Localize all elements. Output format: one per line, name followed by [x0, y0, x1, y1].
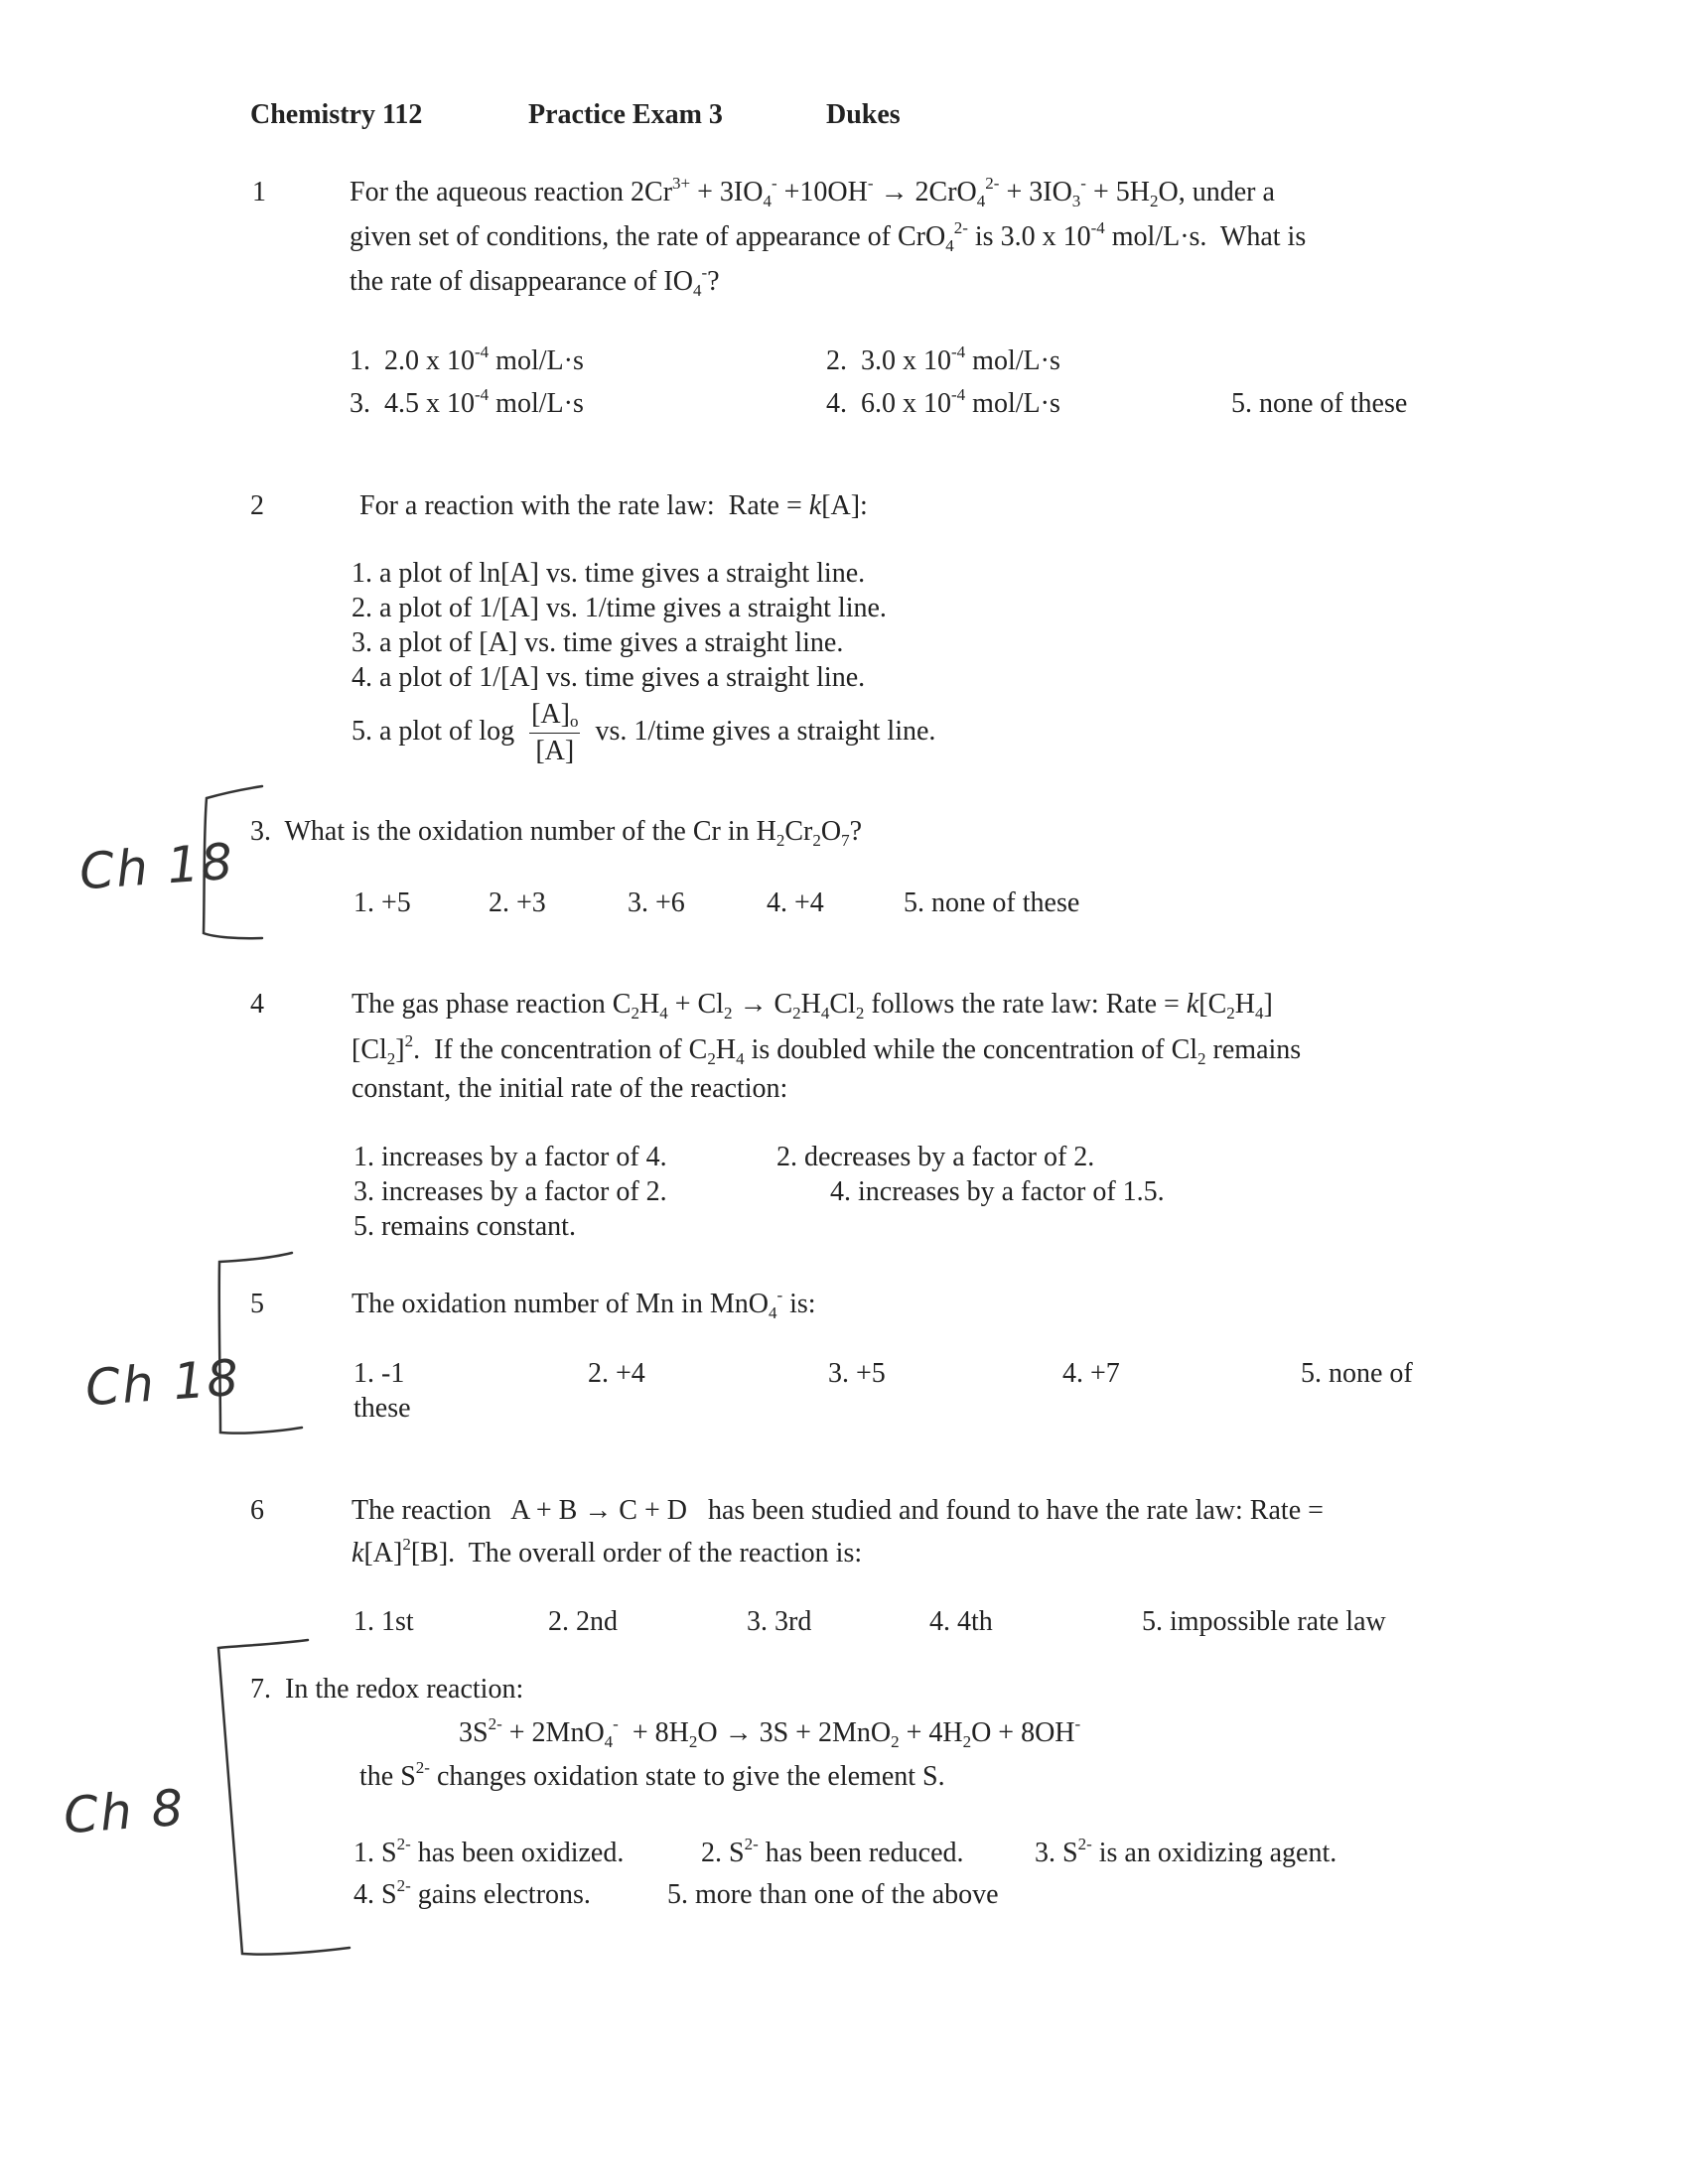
question-5-choice-4: 4. +7	[1062, 1358, 1120, 1389]
question-5-stem: The oxidation number of Mn in MnO$_4$- is:	[352, 1286, 816, 1322]
question-7-choice-2: 2. $S^{2-}$ has been reduced.	[701, 1835, 964, 1868]
question-7-equation: $3S^{2-} + 2MnO_4^- + 8H_2O \to 3S + 2MnO_2 + 4H_2O + 8OH^-$	[459, 1714, 1081, 1751]
question-2-choice-1: 1. a plot of ln[A] vs. time gives a straight line.	[352, 558, 866, 589]
margin-note-ch8: Ch 8	[62, 1778, 188, 1845]
question-1-choice-5: 5. none of these	[1231, 388, 1408, 419]
question-1-choice-1: 1. 2.0 x $10^{-4}$ mol/L·s	[350, 342, 584, 376]
question-4-choice-5: 5. remains constant.	[353, 1211, 576, 1242]
question-6-choice-3: 3. 3rd	[747, 1606, 812, 1637]
instructor-name: Dukes	[826, 99, 901, 130]
question-4-stem-line-1: The gas phase reaction $C_2H_4 + Cl_2 \to C_2H_4Cl_2$ follows the rate law: Rate = $k[C_2H_4]$	[352, 989, 1273, 1023]
question-4-choice-2: 2. decreases by a factor of 2.	[776, 1142, 1095, 1172]
question-6-choice-4: 4. 4th	[929, 1606, 993, 1637]
question-6-stem-line-1: The reaction A + B → C + D has been studied and found to have the rate law: Rate =	[352, 1495, 1324, 1526]
question-4-choice-3: 3. increases by a factor of 2.	[353, 1176, 667, 1207]
question-3-choice-4: 4. +4	[767, 887, 824, 918]
question-3-choice-1: 1. +5	[353, 887, 411, 918]
question-1-choice-2: 2. 3.0 x $10^{-4}$ mol/L·s	[826, 342, 1060, 376]
question-4-stem-line-2: $[Cl_2]^2$. If the concentration of $C_2H_4$ is doubled while the concentration of $Cl_2$ remains	[352, 1031, 1302, 1068]
question-1-number: 1	[252, 177, 266, 207]
question-7-choice-3: 3. $S^{2-}$ is an oxidizing agent.	[1035, 1835, 1337, 1868]
question-1-choice-3: 3. 4.5 x $10^{-4}$ mol/L·s	[350, 385, 584, 419]
question-5-choice-3: 3. +5	[828, 1358, 886, 1389]
question-2-choice-2: 2. a plot of 1/[A] vs. 1/time gives a straight line.	[352, 593, 887, 623]
question-2-choice-3: 3. a plot of [A] vs. time gives a straight line.	[352, 627, 844, 658]
question-2-choice-4: 4. a plot of 1/[A] vs. time gives a straight line.	[352, 662, 866, 693]
question-5-choice-2: 2. +4	[588, 1358, 645, 1389]
question-1-stem-line-1: For the aqueous reaction $2Cr^{3+} + 3IO_4^- +10OH^- \to 2CrO_4^{2-} + 3IO_3^- + 5H_2O$, under a	[350, 174, 1275, 210]
exam-title: Practice Exam 3	[528, 99, 723, 130]
course-title: Chemistry 112	[250, 99, 423, 130]
question-3-stem: 3. What is the oxidation number of the Cr in $H_2Cr_2O_7$?	[250, 816, 863, 850]
margin-note-ch18-a: Ch 18	[77, 832, 236, 901]
question-6-choice-2: 2. 2nd	[548, 1606, 618, 1637]
question-7-choice-1: 1. $S^{2-}$ has been oxidized.	[353, 1835, 625, 1868]
question-2-stem: For a reaction with the rate law: Rate = k[A]:	[359, 490, 868, 521]
question-4-number: 4	[250, 989, 264, 1020]
question-7-choice-4: 4. $S^{2-}$ gains electrons.	[353, 1876, 591, 1910]
question-5-choice-5: 5. none of	[1301, 1358, 1413, 1389]
question-6-stem-line-2: $k[A]^2[B]$. The overall order of the reaction is:	[352, 1535, 863, 1569]
question-1-stem-line-3: the rate of disappearance of $IO_4^-$?	[350, 263, 720, 300]
question-5-number: 5	[250, 1289, 264, 1319]
question-5-choice-1: 1. -1	[353, 1358, 405, 1389]
question-6-number: 6	[250, 1495, 264, 1526]
question-1-stem-line-2: given set of conditions, the rate of appearance of CrO$_4^{2-}$ is 3.0 x $10^{-4}$ mol/L·s. What is	[350, 218, 1307, 255]
question-7-stem-line-1: 7. In the redox reaction:	[250, 1674, 524, 1705]
question-2-choice-5: 5. a plot of log $\frac{[A]_o}{[A]}$ vs. 1/time gives a straight line.	[352, 699, 936, 766]
question-3-choice-3: 3. +6	[628, 887, 685, 918]
question-7-choice-5: 5. more than one of the above	[667, 1879, 999, 1910]
question-2-number: 2	[250, 490, 264, 521]
question-1-choice-4: 4. 6.0 x $10^{-4}$ mol/L·s	[826, 385, 1060, 419]
question-4-stem-line-3: constant, the initial rate of the reaction:	[352, 1073, 788, 1104]
question-7-stem-line-3: the $S^{2-}$ changes oxidation state to give the element S.	[359, 1758, 945, 1792]
question-4-choice-4: 4. increases by a factor of 1.5.	[830, 1176, 1165, 1207]
log-fraction: $\frac{[A]_o}{[A]}$	[531, 699, 579, 766]
question-5-choice-5-continued: these	[353, 1393, 411, 1424]
question-6-choice-1: 1. 1st	[353, 1606, 414, 1637]
question-3-choice-2: 2. +3	[489, 887, 546, 918]
question-6-choice-5: 5. impossible rate law	[1142, 1606, 1386, 1637]
question-4-choice-1: 1. increases by a factor of 4.	[353, 1142, 667, 1172]
question-3-choice-5: 5. none of these	[904, 887, 1080, 918]
margin-note-ch18-b: Ch 18	[83, 1348, 242, 1418]
